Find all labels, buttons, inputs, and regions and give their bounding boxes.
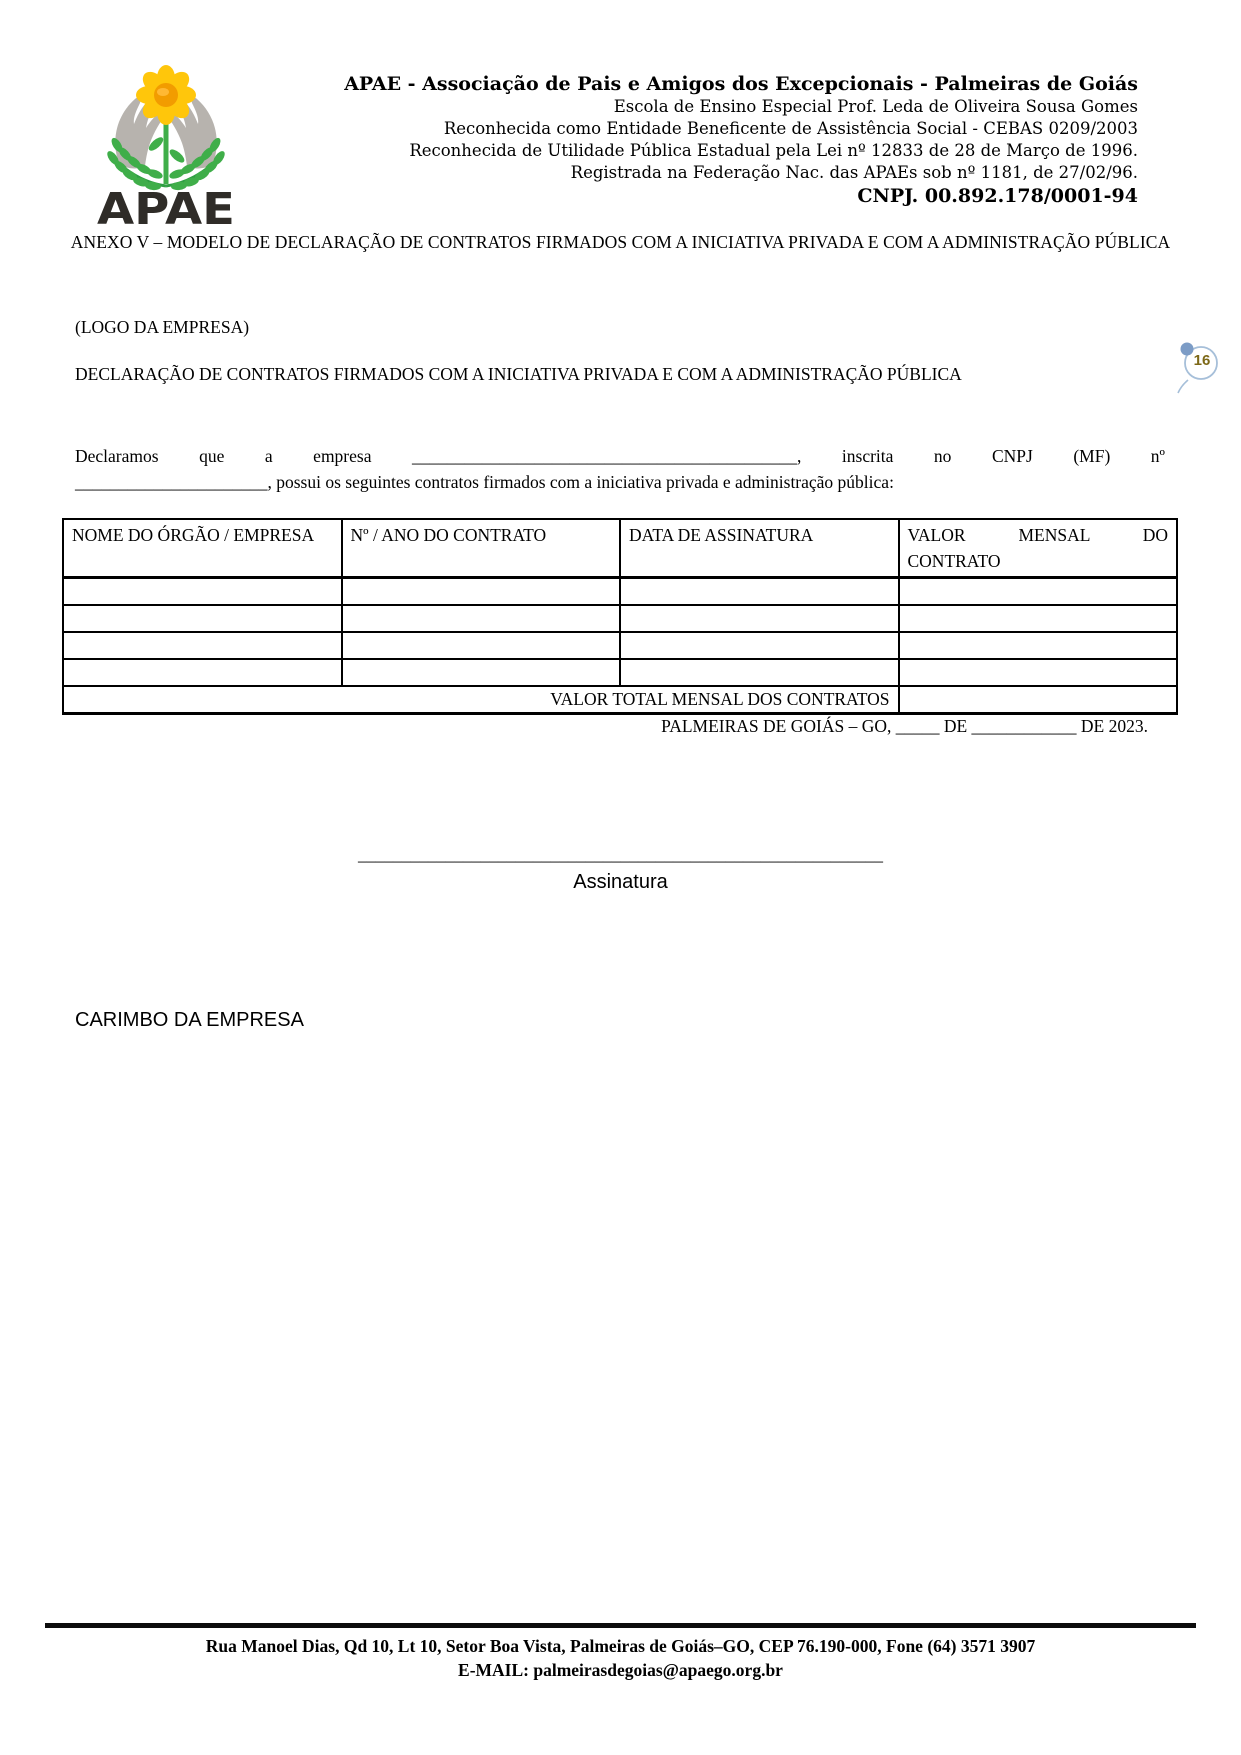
footer-divider — [45, 1623, 1196, 1628]
company-stamp-label: CARIMBO DA EMPRESA — [75, 1009, 304, 1031]
declaration-paragraph — [75, 443, 1165, 495]
comment-badge-number: 16 — [1193, 352, 1211, 369]
declaration-heading: DECLARAÇÃO DE CONTRATOS FIRMADOS COM A INICIATIVA PRIVADA E COM A ADMINISTRAÇÃO PÚBLICA — [75, 364, 962, 384]
org-name-line: APAE - Associação de Pais e Amigos dos Excepcionais - Palmeiras de Goiás — [344, 73, 1138, 95]
footer-address-line: Rua Manoel Dias, Qd 10, Lt 10, Setor Boa Vista, Palmeiras de Goiás–GO, CEP 76.190-000, Fone (64) 3571 3907 — [205, 1636, 1036, 1656]
comment-annotation-badge[interactable] — [1174, 338, 1226, 396]
col-header-valor-mensal: VALOR MENSAL DO CONTRATO — [899, 519, 1178, 578]
city-date-line: PALMEIRAS DE GOIÁS – GO, _____ DE ____________ DE 2023. — [661, 716, 1148, 736]
cnpj-line: CNPJ. 00.892.178/0001-94 — [857, 185, 1138, 207]
federation-line: Registrada na Federação Nac. das APAEs sob nº 1181, de 27/02/96. — [570, 163, 1138, 182]
declaration-paragraph-line1: Declaramos que a empresa ____________________________________________, inscrita no CNPJ (MF) nº — [75, 446, 1165, 466]
footer-email-line: E-MAIL: palmeirasdegoias@apaego.org.br — [458, 1660, 783, 1680]
col-header-data-assinatura: DATA DE ASSINATURA — [620, 519, 899, 578]
table-header-row — [63, 519, 1177, 578]
comment-badge-tail — [1178, 380, 1188, 393]
apae-logo-text: APAE — [97, 184, 235, 230]
table-empty-row — [63, 659, 1177, 686]
cebas-line: Reconhecida como Entidade Beneficente de Assistência Social - CEBAS 0209/2003 — [443, 119, 1138, 138]
contracts-table — [62, 518, 1178, 715]
letterhead — [300, 72, 1138, 209]
table-total-row — [63, 686, 1177, 714]
annex-title: ANEXO V – MODELO DE DECLARAÇÃO DE CONTRATOS FIRMADOS COM A INICIATIVA PRIVADA E COM A ADMINISTRAÇÃO PÚBLICA — [70, 232, 1171, 252]
footer — [45, 1634, 1196, 1682]
signature-block — [0, 843, 1241, 894]
school-line: Escola de Ensino Especial Prof. Leda de Oliveira Sousa Gomes — [613, 97, 1138, 116]
col-header-numero-ano: Nº / ANO DO CONTRATO — [342, 519, 621, 578]
flower-center-highlight — [157, 88, 169, 96]
utility-law-line: Reconhecida de Utilidade Pública Estadual pela Lei nº 12833 de 28 de Março de 1996. — [409, 141, 1138, 160]
col-header-orgao-empresa: NOME DO ÓRGÃO / EMPRESA — [63, 519, 342, 578]
apae-logo — [85, 62, 247, 230]
total-label-cell: VALOR TOTAL MENSAL DOS CONTRATOS — [63, 686, 899, 714]
comment-badge-dot — [1181, 343, 1194, 356]
table-empty-row — [63, 632, 1177, 659]
signature-line: ____________________________________________________________ — [358, 844, 883, 864]
table-empty-row — [63, 605, 1177, 632]
declaration-paragraph-line2: ______________________, possui os seguintes contratos firmados com a iniciativa privada e administração pública: — [75, 472, 894, 492]
company-logo-placeholder: (LOGO DA EMPRESA) — [75, 317, 250, 337]
table-empty-row — [63, 578, 1177, 605]
total-value-cell — [899, 686, 1178, 714]
signature-label: Assinatura — [573, 871, 668, 893]
